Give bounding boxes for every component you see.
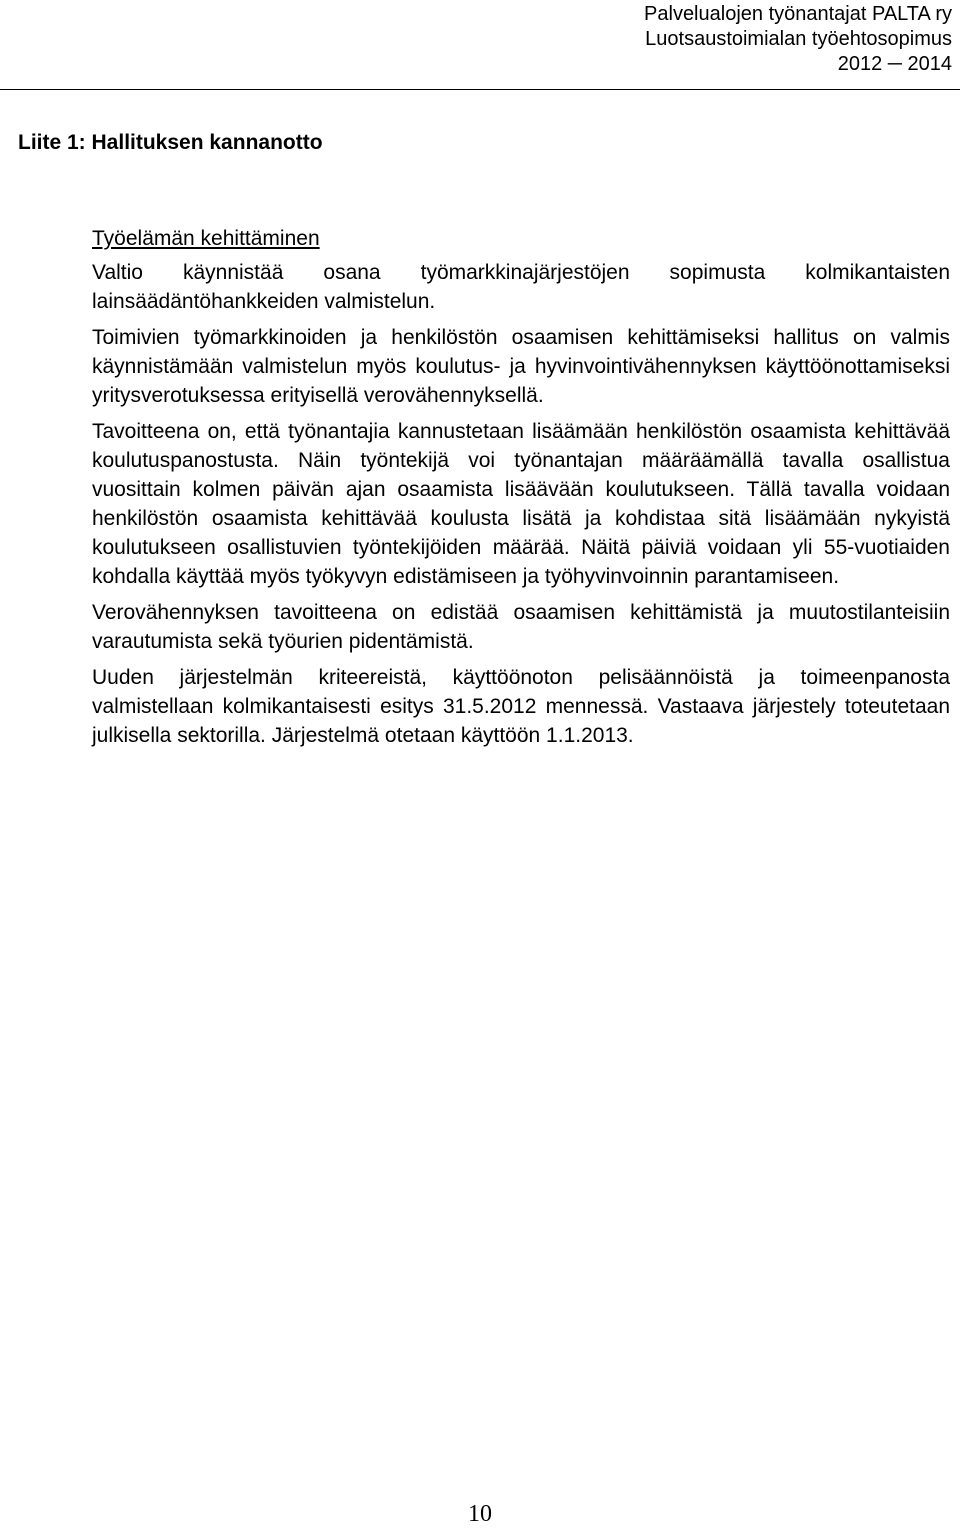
page-header [644,2,952,77]
header-agreement: Luotsaustoimialan työehtosopimus [645,28,952,50]
paragraph-5: Uuden järjestelmän kriteereistä, käyttöönoton pelisäännöistä ja toimeenpanosta valmistellaan kolmikantaisesti esitys 31.5.2012 mennessä. Vastaava järjestely toteutetaan julkisella sektorilla. Järjestelmä otetaan käyttöön 1.1.2013. [92,666,950,747]
page-number: 10 [468,1501,492,1527]
annex-title: Liite 1: Hallituksen kannanotto [18,131,323,154]
section-heading: Työelämän kehittäminen [92,227,320,250]
document-body [92,224,950,757]
paragraph-2: Toimivien työmarkkinoiden ja henkilöstön osaamisen kehittämiseksi hallitus on valmis käynnistämään valmistelun myös koulutus- ja hyvinvointivähennyksen käyttöönottamiseksi yritysverotuksessa erityisellä verovähennyksellä. [92,326,950,407]
header-divider [0,89,960,90]
paragraph-4: Verovähennyksen tavoitteena on edistää osaamisen kehittämistä ja muutostilanteisiin varautumista sekä työurien pidentämistä. [92,601,950,653]
header-period: 2012 ─ 2014 [837,53,952,75]
header-organization: Palvelualojen työnantajat PALTA ry [644,3,952,25]
paragraph-1: Valtio käynnistää osana työmarkkinajärjestöjen sopimusta kolmikantaisten lainsäädäntöhankkeiden valmistelun. [92,261,950,313]
paragraph-3: Tavoitteena on, että työnantajia kannustetaan lisäämään henkilöstön osaamista kehittävää koulutuspanostusta. Näin työntekijä voi työnantajan määräämällä tavalla osallistua vuosittain kolmen päivän ajan osaamista lisäävään koulutukseen. Tällä tavalla voidaan henkilöstön osaamista kehittävää koulusta lisätä ja kohdistaa sitä lisäämään nykyistä koulutukseen osallistuvien työntekijöiden määrää. Näitä päiviä voidaan yli 55-vuotiaiden kohdalla käyttää myös työkyvyn edistämiseen ja työhyvinvoinnin parantamiseen. [92,420,950,588]
